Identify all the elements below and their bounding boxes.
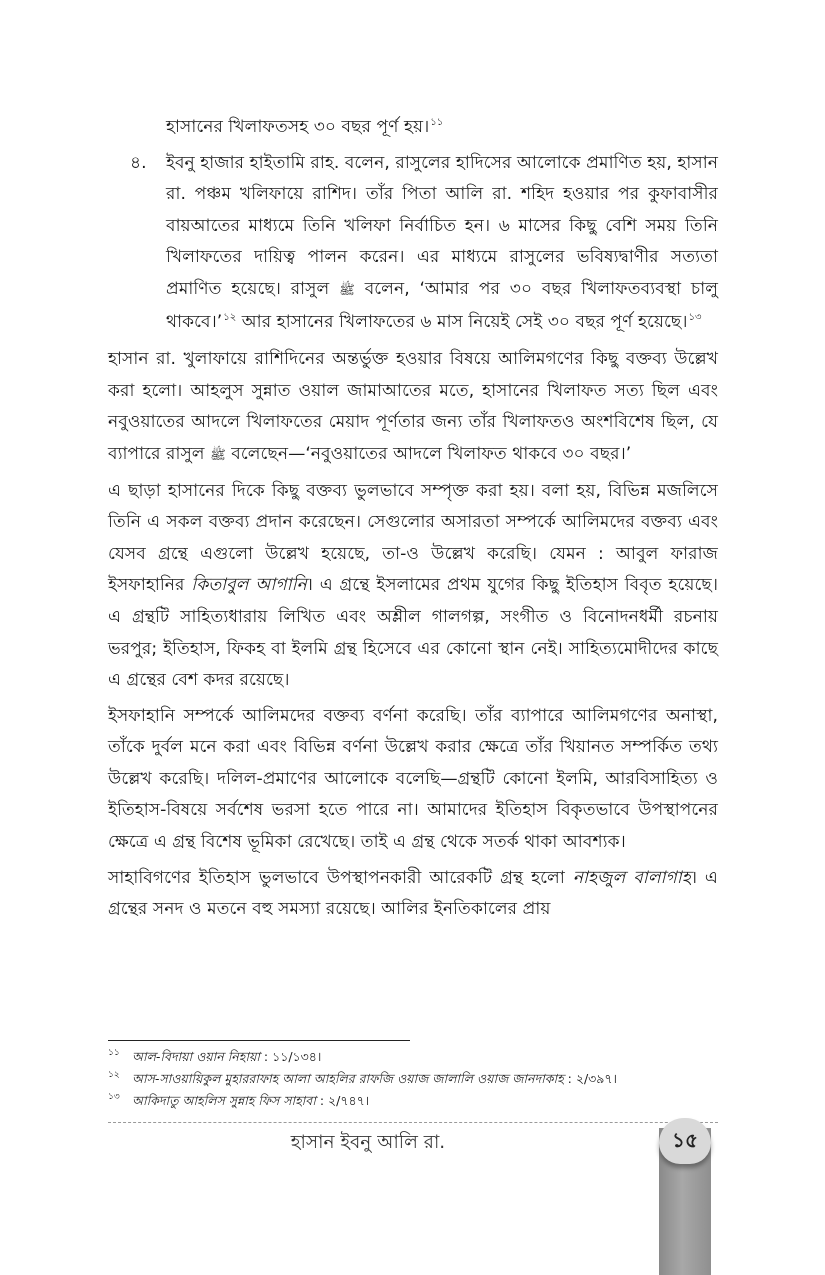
footnote-number: ১১ (108, 1048, 120, 1058)
footnotes (108, 1046, 718, 1112)
footnote-source-title: আস-সাওয়ায়িকুল মুহাররাফাহ আলা আহলির রাফজি ওয়াজ জালালি ওয়াজ জানদাকাহ (132, 1071, 564, 1086)
running-title: হাসান ইবনু আলি রা. (290, 1132, 446, 1153)
paragraph-continuation: হাসানের খিলাফতসহ ৩০ বছর পূর্ণ হয়।$^{১১}$ (166, 117, 444, 137)
footnote-ref[interactable]: ১১ (430, 117, 444, 128)
book-title: কিতাবুল আগানি (191, 575, 307, 596)
footnote-number: ১২ (108, 1070, 120, 1080)
footnote-divider (108, 1040, 410, 1041)
footnote-number: ১৩ (108, 1092, 120, 1102)
footer-divider (108, 1122, 718, 1123)
list-item: ৪. ইবনু হাজার হাইতামি রাহ. বলেন, রাসুলের হাদিসের আলোকে প্রমাণিত হয়, হাসান রা. পঞ্চম খলিফায়ে রাশিদ। তাঁর পিতা আলি রা. শহিদ হওয়ার পর কুফাবাসীর বায়আতের মাধ্যমে তিনি খলিফা নির্বাচিত হন। ৬ মাসের কিছু বেশি সময় তিনি খিলাফতের দায়িত্ব পালন করেন। এর মাধ্যমে রাসুলের ভবিষ্যদ্বাণীর সত্যতা প্রমাণিত হয়েছে। রাসুল ﷺ বলেন, ‘আমার পর ৩০ বছর খিলাফতব্যবস্থা চালু থাকবে।’$^{১২}$ আর হাসানের খিলাফতের ৬ মাস নিয়েই সেই ৩০ বছর পূর্ণ হয়েছে।$^{১৩}$ (108, 148, 718, 339)
footnote: ১২ আস-সাওয়ায়িকুল মুহাররাফাহ আলা আহলির রাফজি ওয়াজ জালালি ওয়াজ জানদাকাহ : ২/৩৯৭। (108, 1068, 718, 1090)
paragraph: সাহাবিগণের ইতিহাস ভুলভাবে উপস্থাপনকারী আরেকটি গ্রন্থ হলো নাহজুল বালাগাহ। এ গ্রন্থের সনদ ও মতনে বহু সমস্যা রয়েছে। আলির ইনতিকালের প্রায় (108, 867, 719, 920)
salawat-glyph: ﷺ (339, 282, 355, 298)
footnote: ১১ আল-বিদায়া ওয়ান নিহায়া : ১১/১৩৪। (108, 1046, 718, 1068)
paragraph: হাসান রা. খুলাফায়ে রাশিদিনের অন্তর্ভুক্ত হওয়ার বিষয়ে আলিমগণের কিছু বক্তব্য উল্লেখ করা হলো। আহলুস সুন্নাত ওয়াল জামাআতের মতে, হাসানের খিলাফত সত্য ছিল এবং নবুওয়াতের আদলে খিলাফতের মেয়াদ পূর্ণতার জন্য তাঁর খিলাফতও অংশবিশেষ ছিল, যে ব্যাপারে রাসুল ﷺ বলেছেন—‘নবুওয়াতের আদলে খিলাফত থাকবে ৩০ বছর।’ (108, 349, 718, 464)
salawat-glyph: ﷺ (210, 447, 226, 463)
paragraph: ইসফাহানি সম্পর্কে আলিমদের বক্তব্য বর্ণনা করেছি। তাঁর ব্যাপারে আলিমগণের অনাস্থা, তাঁকে দুর্বল মনে করা এবং বিভিন্ন বর্ণনা উল্লেখ করার ক্ষেত্রে তাঁর খিয়ানত সম্পর্কিত তথ্য উল্লেখ করেছি। দলিল-প্রমাণের আলোকে বলেছি—গ্রন্থটি কোনো ইলমি, আরবিসাহিত্য ও ইতিহাস-বিষয়ে সর্বশেষ ভরসা হতে পারে না। আমাদের ইতিহাস বিকৃতভাবে উপস্থাপনের ক্ষেত্রে এ গ্রন্থ বিশেষ ভূমিকা রেখেছে। তাই এ গ্রন্থ থেকে সতর্ক থাকা আবশ্যক। (108, 705, 718, 853)
footnote-ref[interactable]: ১২ (223, 311, 237, 323)
footnote: ১৩ আকিদাতু আহলিস সুন্নাহ ফিস সাহাবা : ২/৭৪৭। (108, 1090, 718, 1112)
footnote-source-title: আল-বিদায়া ওয়ান নিহায়া (132, 1049, 260, 1064)
footnote-source-title: আকিদাতু আহলিস সুন্নাহ ফিস সাহাবা (132, 1093, 316, 1108)
footnote-ref[interactable]: ১৩ (688, 311, 702, 323)
paragraph: এ ছাড়া হাসানের দিকে কিছু বক্তব্য ভুলভাবে সম্পৃক্ত করা হয়। বলা হয়, বিভিন্ন মজলিসে তিনি এ সকল বক্তব্য প্রদান করেছেন। সেগুলোর অসারতা সম্পর্কে আলিমদের বক্তব্য এবং যেসব গ্রন্থে এগুলো উল্লেখ হয়েছে, তা-ও উল্লেখ করেছি। যেমন : আবুল ফারাজ ইসফাহানির কিতাবুল আগানি। এ গ্রন্থে ইসলামের প্রথম যুগের কিছু ইতিহাস বিবৃত হয়েছে। এ গ্রন্থটি সাহিত্যধারায় লিখিত এবং অশ্লীল গালগল্প, সংগীত ও বিনোদনধর্মী রচনায় ভরপুর; ইতিহাস, ফিকহ বা ইলমি গ্রন্থ হিসেবে এর কোনো স্থান নেই। সাহিত্যমোদীদের কাছে এ গ্রন্থের বেশ কদর রয়েছে। (108, 480, 718, 691)
list-item-number: ৪. (130, 152, 147, 173)
book-title: নাহজুল বালাগাহ (572, 867, 691, 888)
main-text (108, 112, 718, 930)
page-number: ১৫ (672, 1128, 698, 1152)
